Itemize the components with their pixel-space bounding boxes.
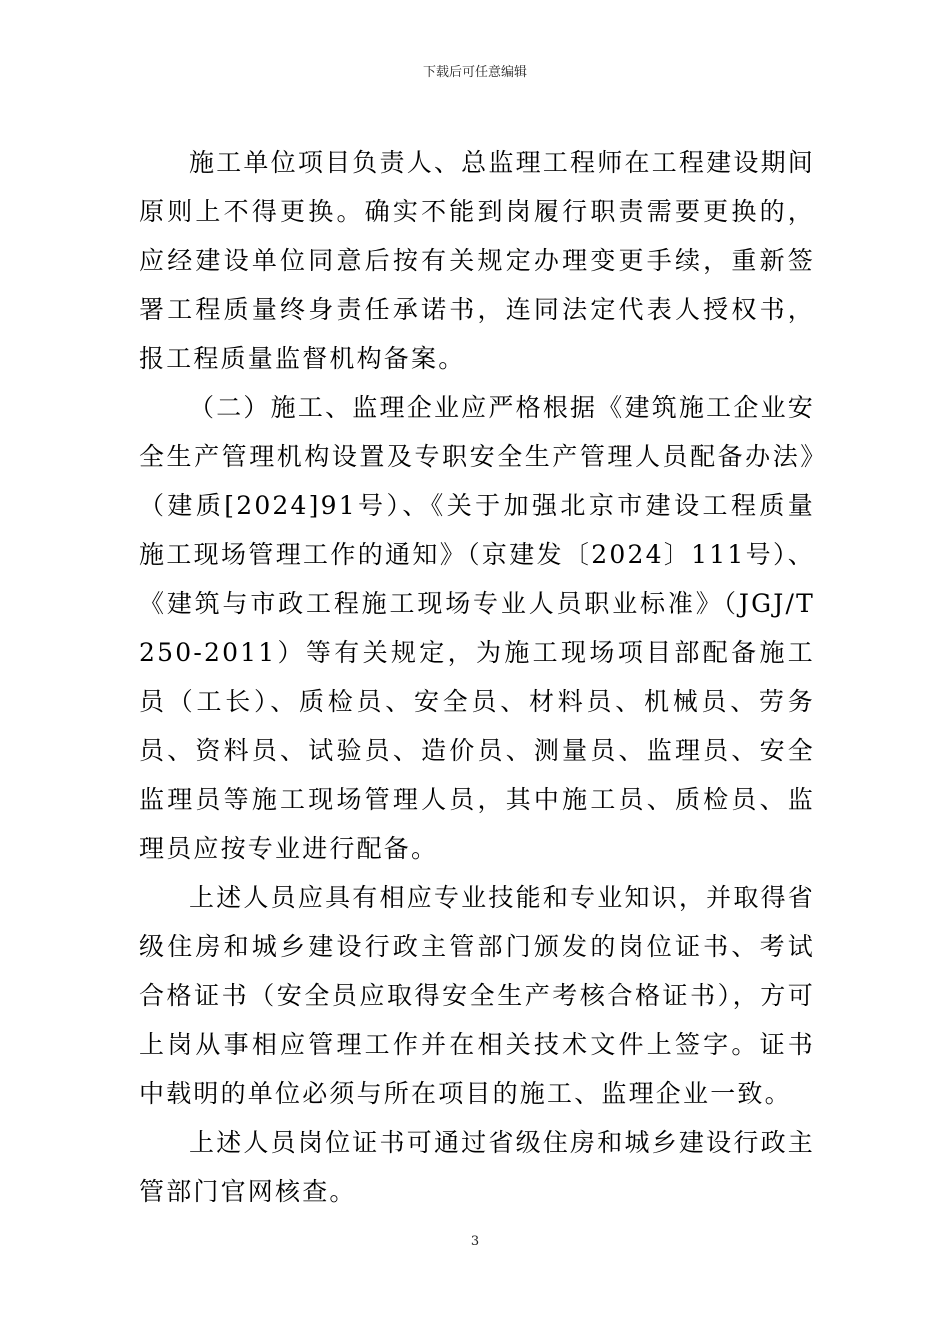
document-body (139, 138, 815, 1216)
page-number: 3 (470, 1234, 480, 1249)
page-header: 下载后可任意编辑 (422, 65, 527, 80)
paragraph-certificate-verification: 上述人员岗位证书可通过省级住房和城乡建设行政主管部门官网核查。 (139, 1128, 815, 1206)
paragraph-certification-requirements: 上述人员应具有相应专业技能和专业知识，并取得省级住房和城乡建设行政主管部门颁发的岗位证书、考试合格证书（安全员应取得安全生产考核合格证书），方可上岗从事相应管理工作并在相关技术文件上签字。证书中载明的单位必须与所在项目的施工、监理企业一致。 (139, 883, 815, 1108)
paragraph-staffing-requirements: （二）施工、监理企业应严格根据《建筑施工企业安全生产管理机构设置及专职安全生产管理人员配备办法》（建质[2024]91号）、《关于加强北京市建设工程质量施工现场管理工作的通知》（京建发〔2024〕111号）、《建筑与市政工程施工现场专业人员职业标准》（JGJ/T250-2011）等有关规定，为施工现场项目部配备施工员（工长）、质检员、安全员、材料员、机械员、劳务员、资料员、试验员、造价员、测量员、监理员、安全监理员等施工现场管理人员，其中施工员、质检员、监理员应按专业进行配备。 (139, 393, 815, 863)
paragraph-personnel-replacement: 施工单位项目负责人、总监理工程师在工程建设期间原则上不得更换。确实不能到岗履行职责需要更换的，应经建设单位同意后按有关规定办理变更手续，重新签署工程质量终身责任承诺书，连同法定代表人授权书，报工程质量监督机构备案。 (139, 148, 815, 373)
